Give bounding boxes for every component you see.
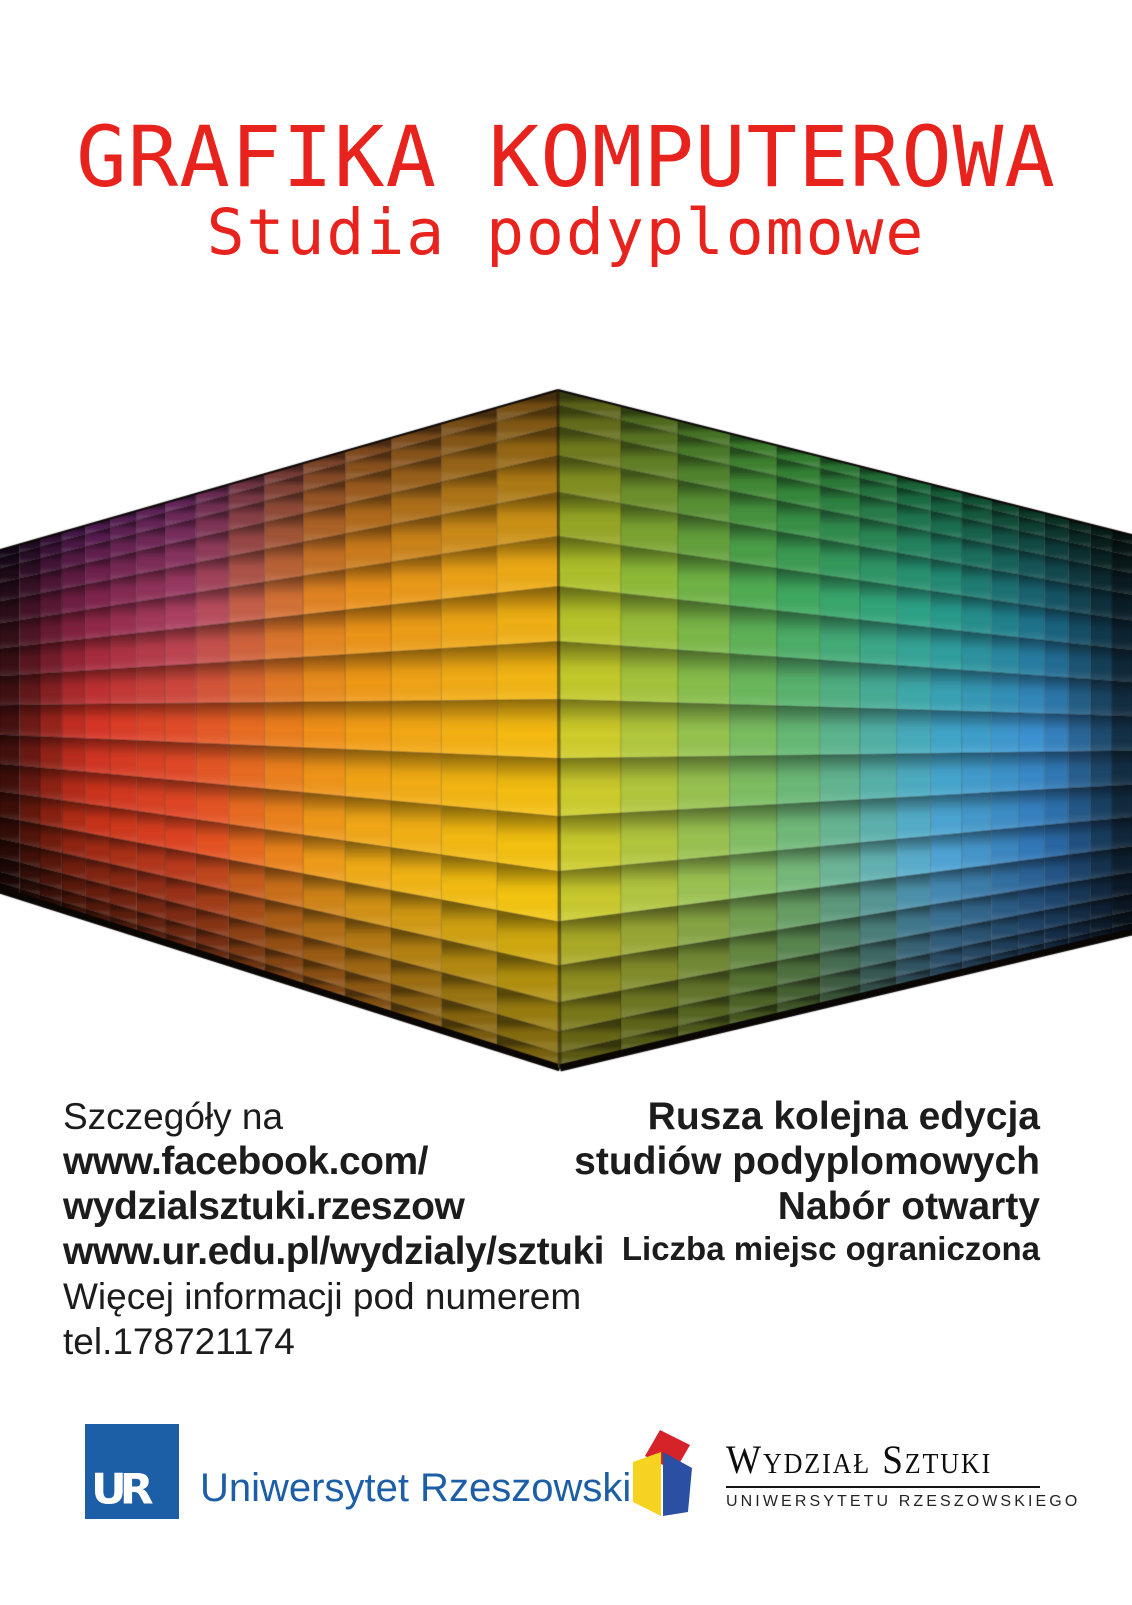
announcement-line: Rusza kolejna edycja <box>647 1095 1040 1138</box>
facebook-link[interactable]: www.facebook.com/ <box>63 1140 428 1183</box>
ur-monogram-icon: UR <box>91 1465 147 1514</box>
university-logo <box>85 1424 179 1519</box>
details-block <box>63 1094 604 1364</box>
art-faculty-wordmark <box>726 1436 1081 1511</box>
announcement-note: Liczba miejsc ograniczona <box>621 1230 1040 1267</box>
art-faculty-title: Wydział Sztuki <box>726 1437 993 1482</box>
art-faculty-subtitle: UNIWERSYTETU RZESZOWSKIEGO <box>726 1493 1081 1510</box>
facebook-link-page[interactable]: wydzialsztuki.rzeszow <box>63 1185 465 1228</box>
poster-subtitle: Studia podyplomowe <box>206 196 926 269</box>
announcement-block <box>574 1094 1040 1269</box>
art-faculty-cube-icon <box>628 1426 716 1522</box>
art-faculty-divider <box>726 1486 1040 1488</box>
details-intro: Szczegóły na <box>63 1096 284 1137</box>
university-name: Uniwersytet Rzeszowski <box>200 1466 632 1510</box>
announcement-line: Nabór otwarty <box>777 1185 1040 1228</box>
details-more-info: Więcej informacji pod numerem <box>63 1276 582 1317</box>
details-phone: tel.178721174 <box>63 1321 295 1362</box>
university-link[interactable]: www.ur.edu.pl/wydzialy/sztuki <box>63 1230 605 1273</box>
poster-title: GRAFIKA KOMPUTEROWA <box>76 108 1056 206</box>
announcement-line: studiów podyplomowych <box>574 1140 1040 1183</box>
